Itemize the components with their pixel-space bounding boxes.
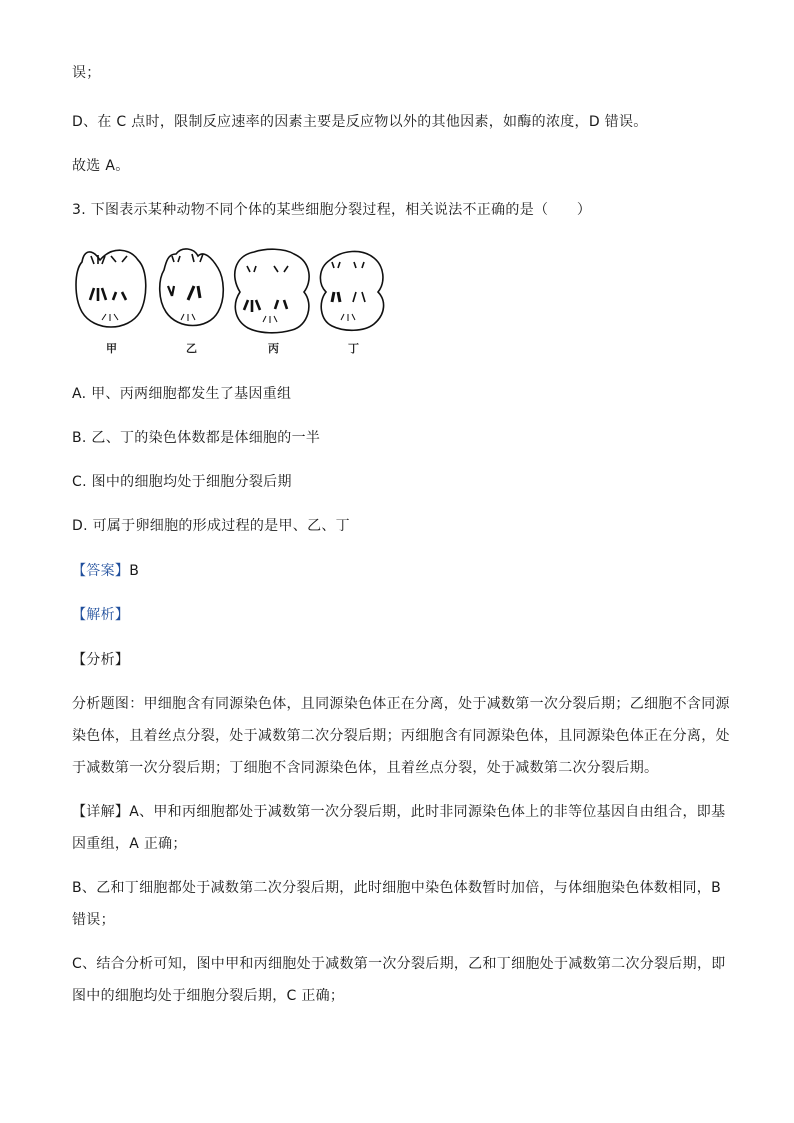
answer-line — [72, 561, 139, 581]
label-jia: 甲 — [106, 342, 117, 355]
option-b: B. 乙、丁的染色体数都是体细胞的一半 — [72, 430, 321, 446]
detail-line — [72, 802, 725, 822]
detail-text: A、甲和丙细胞都处于减数第一次分裂后期，此时非同源染色体上的非等位基因自由组合，即基 — [129, 804, 726, 820]
text-line: 误； — [72, 65, 101, 81]
label-bing: 丙 — [268, 342, 279, 355]
detail-line: 因重组，A 正确； — [72, 836, 187, 852]
answer-tag: 【答案】 — [72, 563, 130, 579]
option-a: A. 甲、丙两细胞都发生了基因重组 — [72, 386, 292, 402]
detail-line: B、乙和丁细胞都处于减数第二次分裂后期，此时细胞中染色体数暂时加倍，与体细胞染色体数相同，B — [72, 880, 722, 896]
cell-ding — [320, 251, 383, 330]
fenxi-tag: 【分析】 — [72, 652, 130, 668]
answer-value: B — [129, 563, 140, 579]
cell-division-figure — [72, 240, 392, 360]
option-d: D. 可属于卵细胞的形成过程的是甲、乙、丁 — [72, 518, 350, 534]
text-line: 故选 A。 — [72, 158, 130, 174]
cell-jia — [76, 250, 146, 327]
analysis-line: 于减数第一次分裂后期；丁细胞不含同源染色体，且着丝点分裂，处于减数第二次分裂后期。 — [72, 760, 659, 776]
analysis-line: 分析题图：甲细胞含有同源染色体，且同源染色体正在分离，处于减数第一次分裂后期；乙细胞不含同源 — [72, 696, 730, 712]
label-ding: 丁 — [348, 342, 359, 355]
option-c: C. 图中的细胞均处于细胞分裂后期 — [72, 474, 292, 490]
analysis-line: 染色体，且着丝点分裂，处于减数第二次分裂后期；丙细胞含有同源染色体，且同源染色体正在分离，处 — [72, 728, 730, 744]
detail-line: C、结合分析可知，图中甲和丙细胞处于减数第一次分裂后期，乙和丁细胞处于减数第二次分裂后期，即 — [72, 956, 726, 972]
analysis-tag: 【解析】 — [72, 607, 130, 623]
detail-tag: 【详解】 — [72, 804, 130, 820]
text-line: D、在 C 点时，限制反应速率的因素主要是反应物以外的其他因素，如酶的浓度，D 错误。 — [72, 114, 648, 130]
detail-line: 图中的细胞均处于细胞分裂后期，C 正确； — [72, 988, 345, 1004]
detail-line: 错误； — [72, 912, 115, 928]
cell-yi — [160, 249, 224, 326]
cell-bing — [235, 249, 309, 333]
label-yi: 乙 — [186, 342, 197, 355]
question-stem: 3. 下图表示某种动物不同个体的某些细胞分裂过程，相关说法不正确的是（ ） — [72, 202, 592, 218]
